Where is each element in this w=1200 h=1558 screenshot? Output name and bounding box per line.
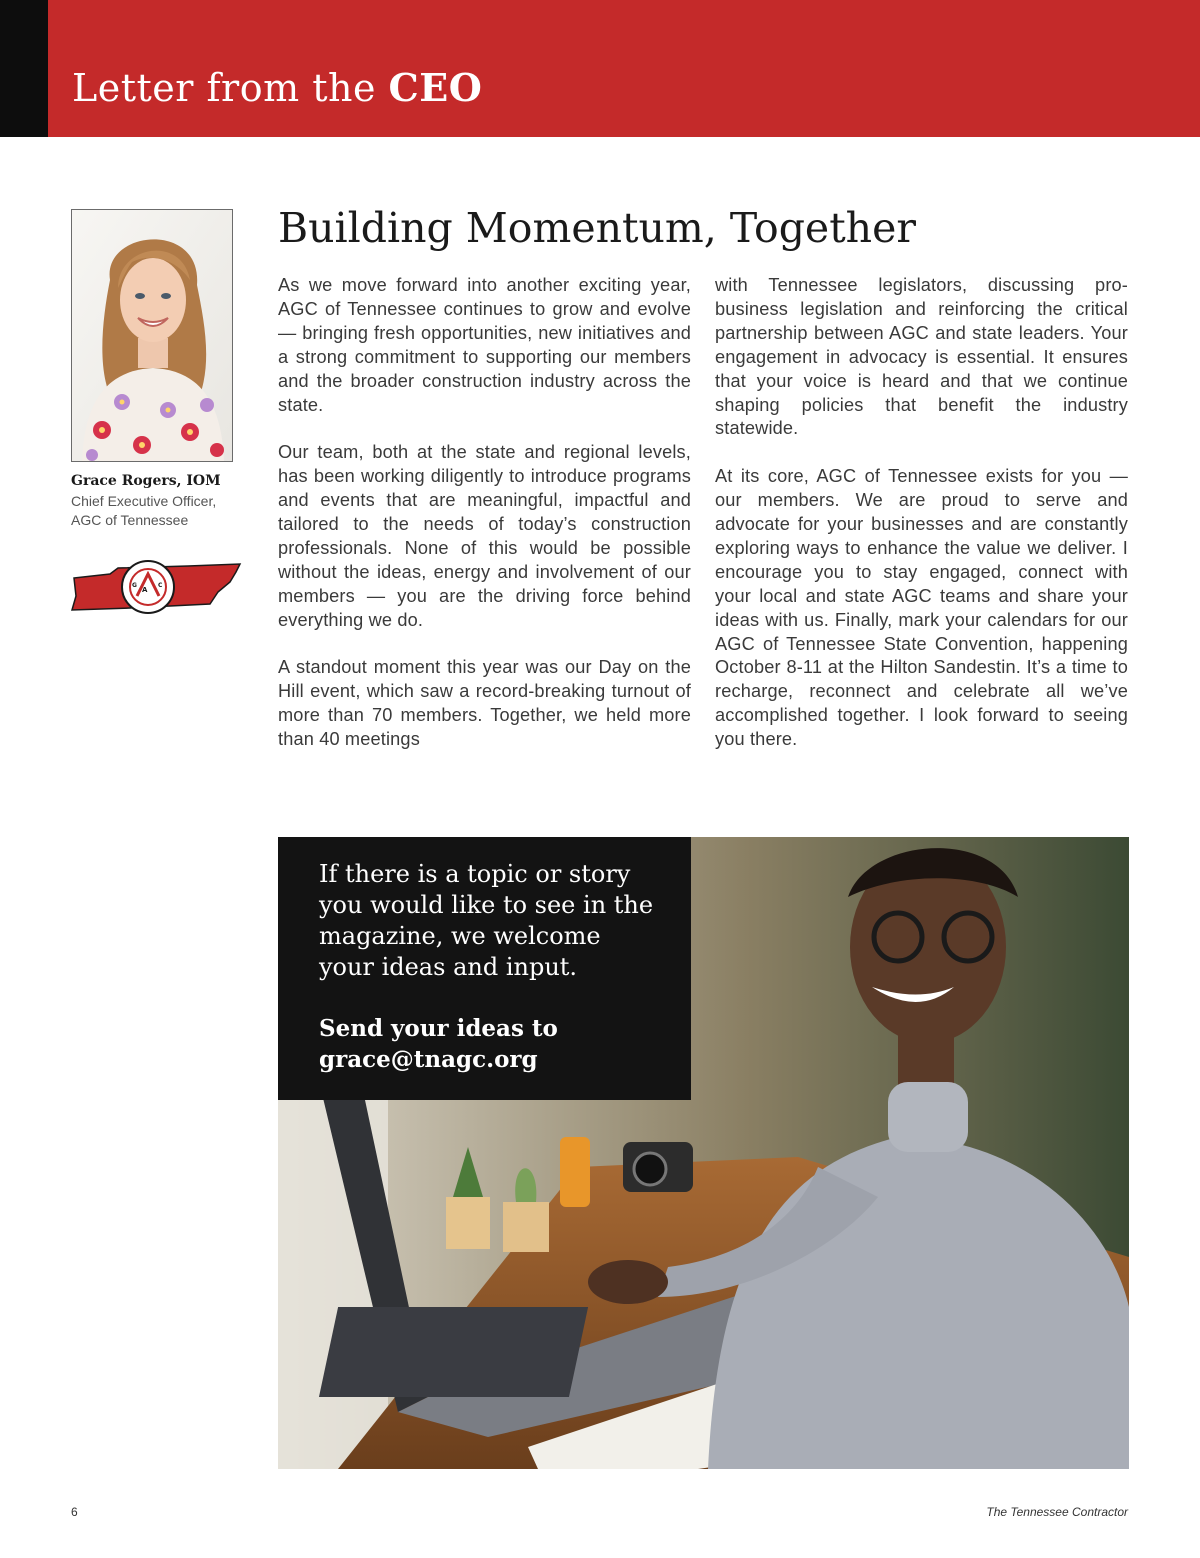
author-portrait xyxy=(71,209,233,462)
section-title-bold: CEO xyxy=(388,65,483,110)
section-title xyxy=(72,64,482,112)
header-accent-bar xyxy=(0,0,48,137)
magazine-name: The Tennessee Contractor xyxy=(986,1505,1128,1519)
logo-letter-c: C xyxy=(158,582,163,589)
promo-callout-box xyxy=(278,837,691,1100)
promo-email-link[interactable]: grace@tnagc.org xyxy=(319,1046,538,1073)
article-paragraph: As we move forward into another exciting year, AGC of Tennessee continues to grow and evolve — bringing fresh opportunities, new initiatives and a strong commitment to supporting our members and the broader construction industry across the state. xyxy=(278,275,691,415)
portrait-photo-icon xyxy=(72,210,233,462)
author-title-line2: AGC of Tennessee xyxy=(71,512,189,528)
author-name: Grace Rogers, IOM xyxy=(71,473,221,489)
section-title-light: Letter from the xyxy=(72,66,389,110)
article-column-left xyxy=(278,274,691,776)
promo-text: If there is a topic or story you would like to see in the magazine, we welcome your ideas and input. xyxy=(319,860,654,981)
promo-cta xyxy=(319,1013,661,1075)
article-paragraph: A standout moment this year was our Day on the Hill event, which saw a record-breaking turnout of more than 70 members. Together, we held more than 40 meetings xyxy=(278,657,691,750)
article-column-right xyxy=(715,274,1128,776)
logo-letter-g: G xyxy=(132,582,137,589)
article-title: Building Momentum, Together xyxy=(278,204,916,252)
agc-tennessee-logo xyxy=(70,556,242,618)
page-number: 6 xyxy=(71,1505,78,1519)
author-title-line1: Chief Executive Officer, xyxy=(71,492,217,509)
article-paragraph: with Tennessee legislators, discussing pro-business legislation and reinforcing the critical partnership between AGC and state leaders. Your engagement in advocacy is essential. It ensures that your voice is heard and that we continue shaping policies that benefit the industry statewide. xyxy=(715,275,1128,439)
agc-logo-icon xyxy=(70,556,242,618)
author-caption xyxy=(71,472,251,531)
promo-cta-line1: Send your ideas to xyxy=(319,1015,558,1042)
article-paragraph: At its core, AGC of Tennessee exists for you — our members. We are proud to serve and advocate for your businesses and are constantly exploring ways to enhance the value we deliver. I encourage you to stay engaged, connect with your local and state AGC teams and share your ideas with us. Finally, mark your calendars for our AGC of Tennessee State Convention, happening October 8-11 at the Hilton Sandestin. It’s a time to recharge, reconnect and celebrate all we’ve accomplished together. I look forward to seeing you there. xyxy=(715,466,1128,750)
logo-letter-a: A xyxy=(142,586,148,594)
article-paragraph: Our team, both at the state and regional levels, has been working diligently to introduce programs and events that are meaningful, impactful and tailored to the needs of today’s construction professionals. None of this would be possible without the ideas, energy and involvement of our members — you are the driving force behind everything we do. xyxy=(278,442,691,630)
